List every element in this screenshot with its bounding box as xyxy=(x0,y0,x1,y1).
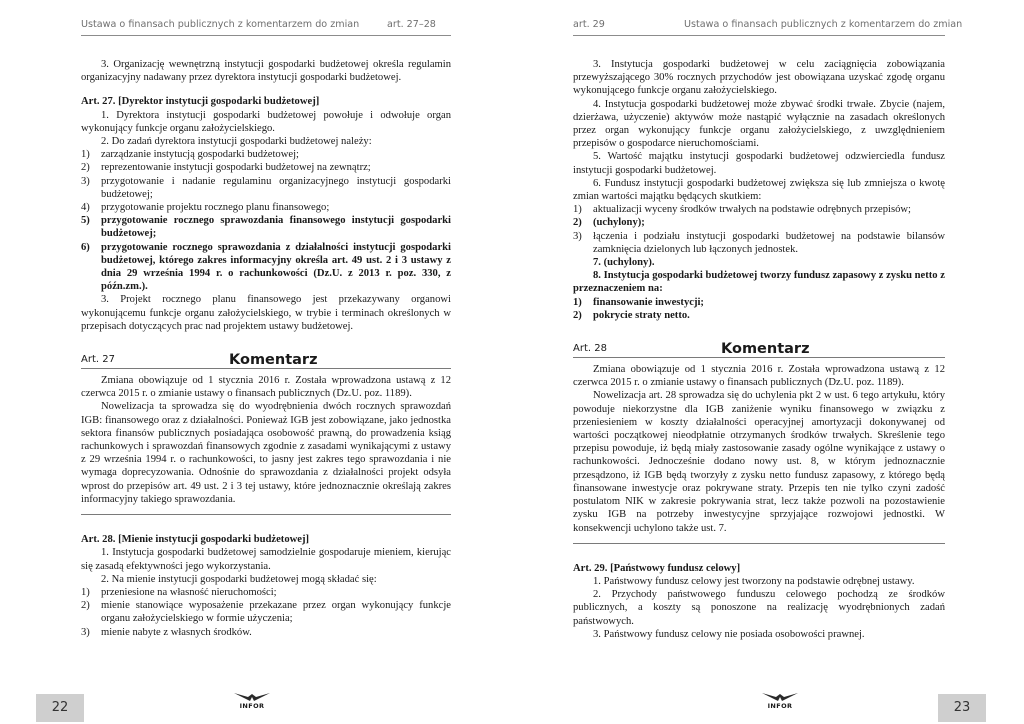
header-rule xyxy=(573,35,945,36)
publisher-logo: INFOR xyxy=(232,691,272,711)
commentary-heading xyxy=(573,333,945,358)
commentary-article: Art. 27 xyxy=(81,353,115,365)
list-item: 4) przygotowanie projektu rocznego planu finansowego; xyxy=(81,202,330,214)
list-item: 1) aktualizacji wyceny środków trwałych na podstawie odrębnych przepisów; xyxy=(573,204,912,216)
list-item: 1) przeniesione na własność nieruchomości; xyxy=(81,586,277,598)
running-article-range: art. 29 xyxy=(573,19,605,30)
list-item: 6) przygotowanie rocznego sprawozdania z działalności instytucji gospodarki budżetowej, którego zakres informacyjny określa art. 49 ust. 2 i 3 ustawy z dnia 29 września 1994 r. o rachunkowości (Dz.U. z 2013 r. poz. 330, z późn.zm.). xyxy=(81,241,451,293)
list-item: 2) pokrycie straty netto. xyxy=(573,309,690,321)
left-column xyxy=(81,58,451,639)
list-item: 5) przygotowanie rocznego sprawozdania finansowego instytucji gospodarki budżetowej; xyxy=(81,215,451,240)
paragraph: 3. Organizację wewnętrzną instytucji gospodarki budżetowej określa regulamin organizacyjny nadawany przez dyrektora instytucji gospodarki budżetowej. xyxy=(81,59,451,84)
running-title: Ustawa o finansach publicznych z komentarzem do zmian xyxy=(684,19,963,30)
article-heading: Art. 28. [Mienie instytucji gospodarki budżetowej] xyxy=(81,534,310,546)
commentary-heading xyxy=(81,344,451,369)
list-item: 3) przygotowanie i nadanie regulaminu organizacyjnego instytucji gospodarki budżetowej; xyxy=(81,175,451,200)
page-number: 22 xyxy=(36,694,84,722)
commentary-title: Komentarz xyxy=(721,340,810,357)
right-page xyxy=(512,0,1024,724)
publisher-logo: INFOR xyxy=(760,691,800,711)
paragraph: 7. (uchylony). xyxy=(593,257,655,269)
commentary-article: Art. 28 xyxy=(573,342,607,354)
paragraph: 3. Projekt rocznego planu finansowego jest przekazywany organowi wykonującemu funkcje organu założycielskiego, w trybie i terminach określonych w przepisach dotyczących prac nad projektem ustawy budżetowej. xyxy=(81,294,451,332)
paragraph: Nowelizacja ta sprowadza się do wyodrębnienia dwóch rocznych sprawozdań IGB: finansowego oraz z działalności. Ponieważ IGB jest zobowiązane, jako jednostka sektora finansów publicznych posiadająca osobowość prawną, do prowadzenia ksiąg rachunkowych i sprawozdań finansowych zgodnie z zasadami wynikającymi z ustawy z 29 września 1994 r. o rachunkowości, to jasny jest zakres tego sprawozdania i nie wymaga doprecyzowania. Odnośnie do sprawozdania z działalności projekt odsyła wprost do przepisów art. 49 ust. 2 i 3 tej ustawy, które jednoznacznie określają zakres informacyjny takiego sprawozdania. xyxy=(81,401,451,505)
paragraph: 3. Instytucja gospodarki budżetowej w celu zaciągnięcia zobowiązania przewyższającego 30% rocznych przychodów jest obowiązana uzyskać zgodę organu wykonującego funkcje organu założycielskiego. xyxy=(573,59,945,97)
paragraph: 4. Instytucja gospodarki budżetowej może zbywać środki trwałe. Zbycie (najem, dzierżawa, użyczenie) aktywów może nastąpić wyłącznie na zasadach określonych przez organ wykonujący funkcje organu założycielskiego, z uwzględnieniem przepisów o gospodarce nieruchomościami. xyxy=(573,98,945,150)
paragraph: 1. Państwowy fundusz celowy jest tworzony na podstawie odrębnej ustawy. xyxy=(593,575,915,587)
list-item: 1) zarządzanie instytucją gospodarki budżetowej; xyxy=(81,149,299,161)
paragraph: Zmiana obowiązuje od 1 stycznia 2016 r. Została wprowadzona ustawą z 12 czerwca 2015 r. o zmianie ustawy o finansach publicznych (Dz.U. poz. 1189). xyxy=(573,364,945,389)
header-rule xyxy=(81,35,451,36)
page-number: 23 xyxy=(938,694,986,722)
list-item: 3) łączenia i podziału instytucji gospodarki budżetowej na podstawie bilansów zamknięcia dzielonych lub łączonych jednostek. xyxy=(573,230,945,255)
running-title: Ustawa o finansach publicznych z komentarzem do zmian xyxy=(81,19,360,30)
paragraph: 8. Instytucja gospodarki budżetowej tworzy fundusz zapasowy z zysku netto z przeznaczeniem na: xyxy=(573,270,945,295)
paragraph: 1. Instytucja gospodarki budżetowej samodzielnie gospodaruje mieniem, kierując się zasadą efektywności jego wykorzystania. xyxy=(81,547,451,572)
right-column xyxy=(573,58,945,641)
paragraph: 2. Przychody państwowego funduszu celowego pochodzą ze środków publicznych, a koszty są ponoszone na realizację wyodrębnionych zadań państwowych. xyxy=(573,589,945,627)
list-item: 3) mienie nabyte z własnych środków. xyxy=(81,626,252,638)
paragraph: 3. Państwowy fundusz celowy nie posiada osobowości prawnej. xyxy=(593,628,865,640)
list-item: 1) finansowanie inwestycji; xyxy=(573,296,704,308)
paragraph: 2. Na mienie instytucji gospodarki budżetowej mogą składać się: xyxy=(101,573,377,585)
commentary-title: Komentarz xyxy=(229,351,318,368)
paragraph: 2. Do zadań dyrektora instytucji gospodarki budżetowej należy: xyxy=(101,136,372,148)
paragraph: 1. Dyrektora instytucji gospodarki budżetowej powołuje i odwołuje organ wykonujący funkcje organu założycielskiego. xyxy=(81,109,451,134)
paragraph: 6. Fundusz instytucji gospodarki budżetowej zwiększa się lub zmniejsza o kwotę zmian wartości majątku będących skutkiem: xyxy=(573,177,945,203)
running-article-range: art. 27–28 xyxy=(387,19,436,30)
list-item: 2) (uchylony); xyxy=(573,217,645,229)
paragraph: 5. Wartość majątku instytucji gospodarki budżetowej odzwierciedla fundusz instytucji gospodarki budżetowej. xyxy=(573,151,945,176)
article-heading: Art. 29. [Państwowy fundusz celowy] xyxy=(573,562,741,574)
paragraph: Nowelizacja art. 28 sprowadza się do uchylenia pkt 2 w ust. 6 tego artykułu, który powodujе niekorzystne dla IGB zaniżenie wyniku finansowego w związku z przeniesieniem w koszty działalności operacyjnej amortyzacji dokonywanej od wartości początkowej nieodpłatnie otrzymanych środków trwałych. Skreślenie tego przepisu powoduje, iż będą miały zastosowanie zasady ogólne wynikające z ustawy o rachunkowości. Jednocześnie dodano nowy ust. 8, w którym jednoznacznie przesądzono, iż IGB będą tworzyły z zysku netto fundusz zapasowy, z którego będą finansowane inwestycje oraz pokrywane straty. Przepis ten nie tylko czyni zadość postulatom NIK w zakresie pokrywania strat, lecz także pozwoli na pozostawienie zysku IGB na potrzeby inwestycyjne sprzyjające rozwojowi jednostki. W konsekwencji uchylono także ust. 7. xyxy=(573,390,945,534)
paragraph: Zmiana obowiązuje od 1 stycznia 2016 r. Została wprowadzona ustawą z 12 czerwca 2015 r. o zmianie ustawy o finansach publicznych (Dz.U. poz. 1189). xyxy=(81,375,451,400)
list-item: 2) reprezentowanie instytucji gospodarki budżetowej na zewnątrz; xyxy=(81,162,371,174)
article-heading: Art. 27. [Dyrektor instytucji gospodarki budżetowej] xyxy=(81,96,320,108)
list-item: 2) mienie stanowiące wyposażenie przekazane przez organ wykonujący funkcje organu założycielskiego w formie użyczenia; xyxy=(81,600,451,625)
